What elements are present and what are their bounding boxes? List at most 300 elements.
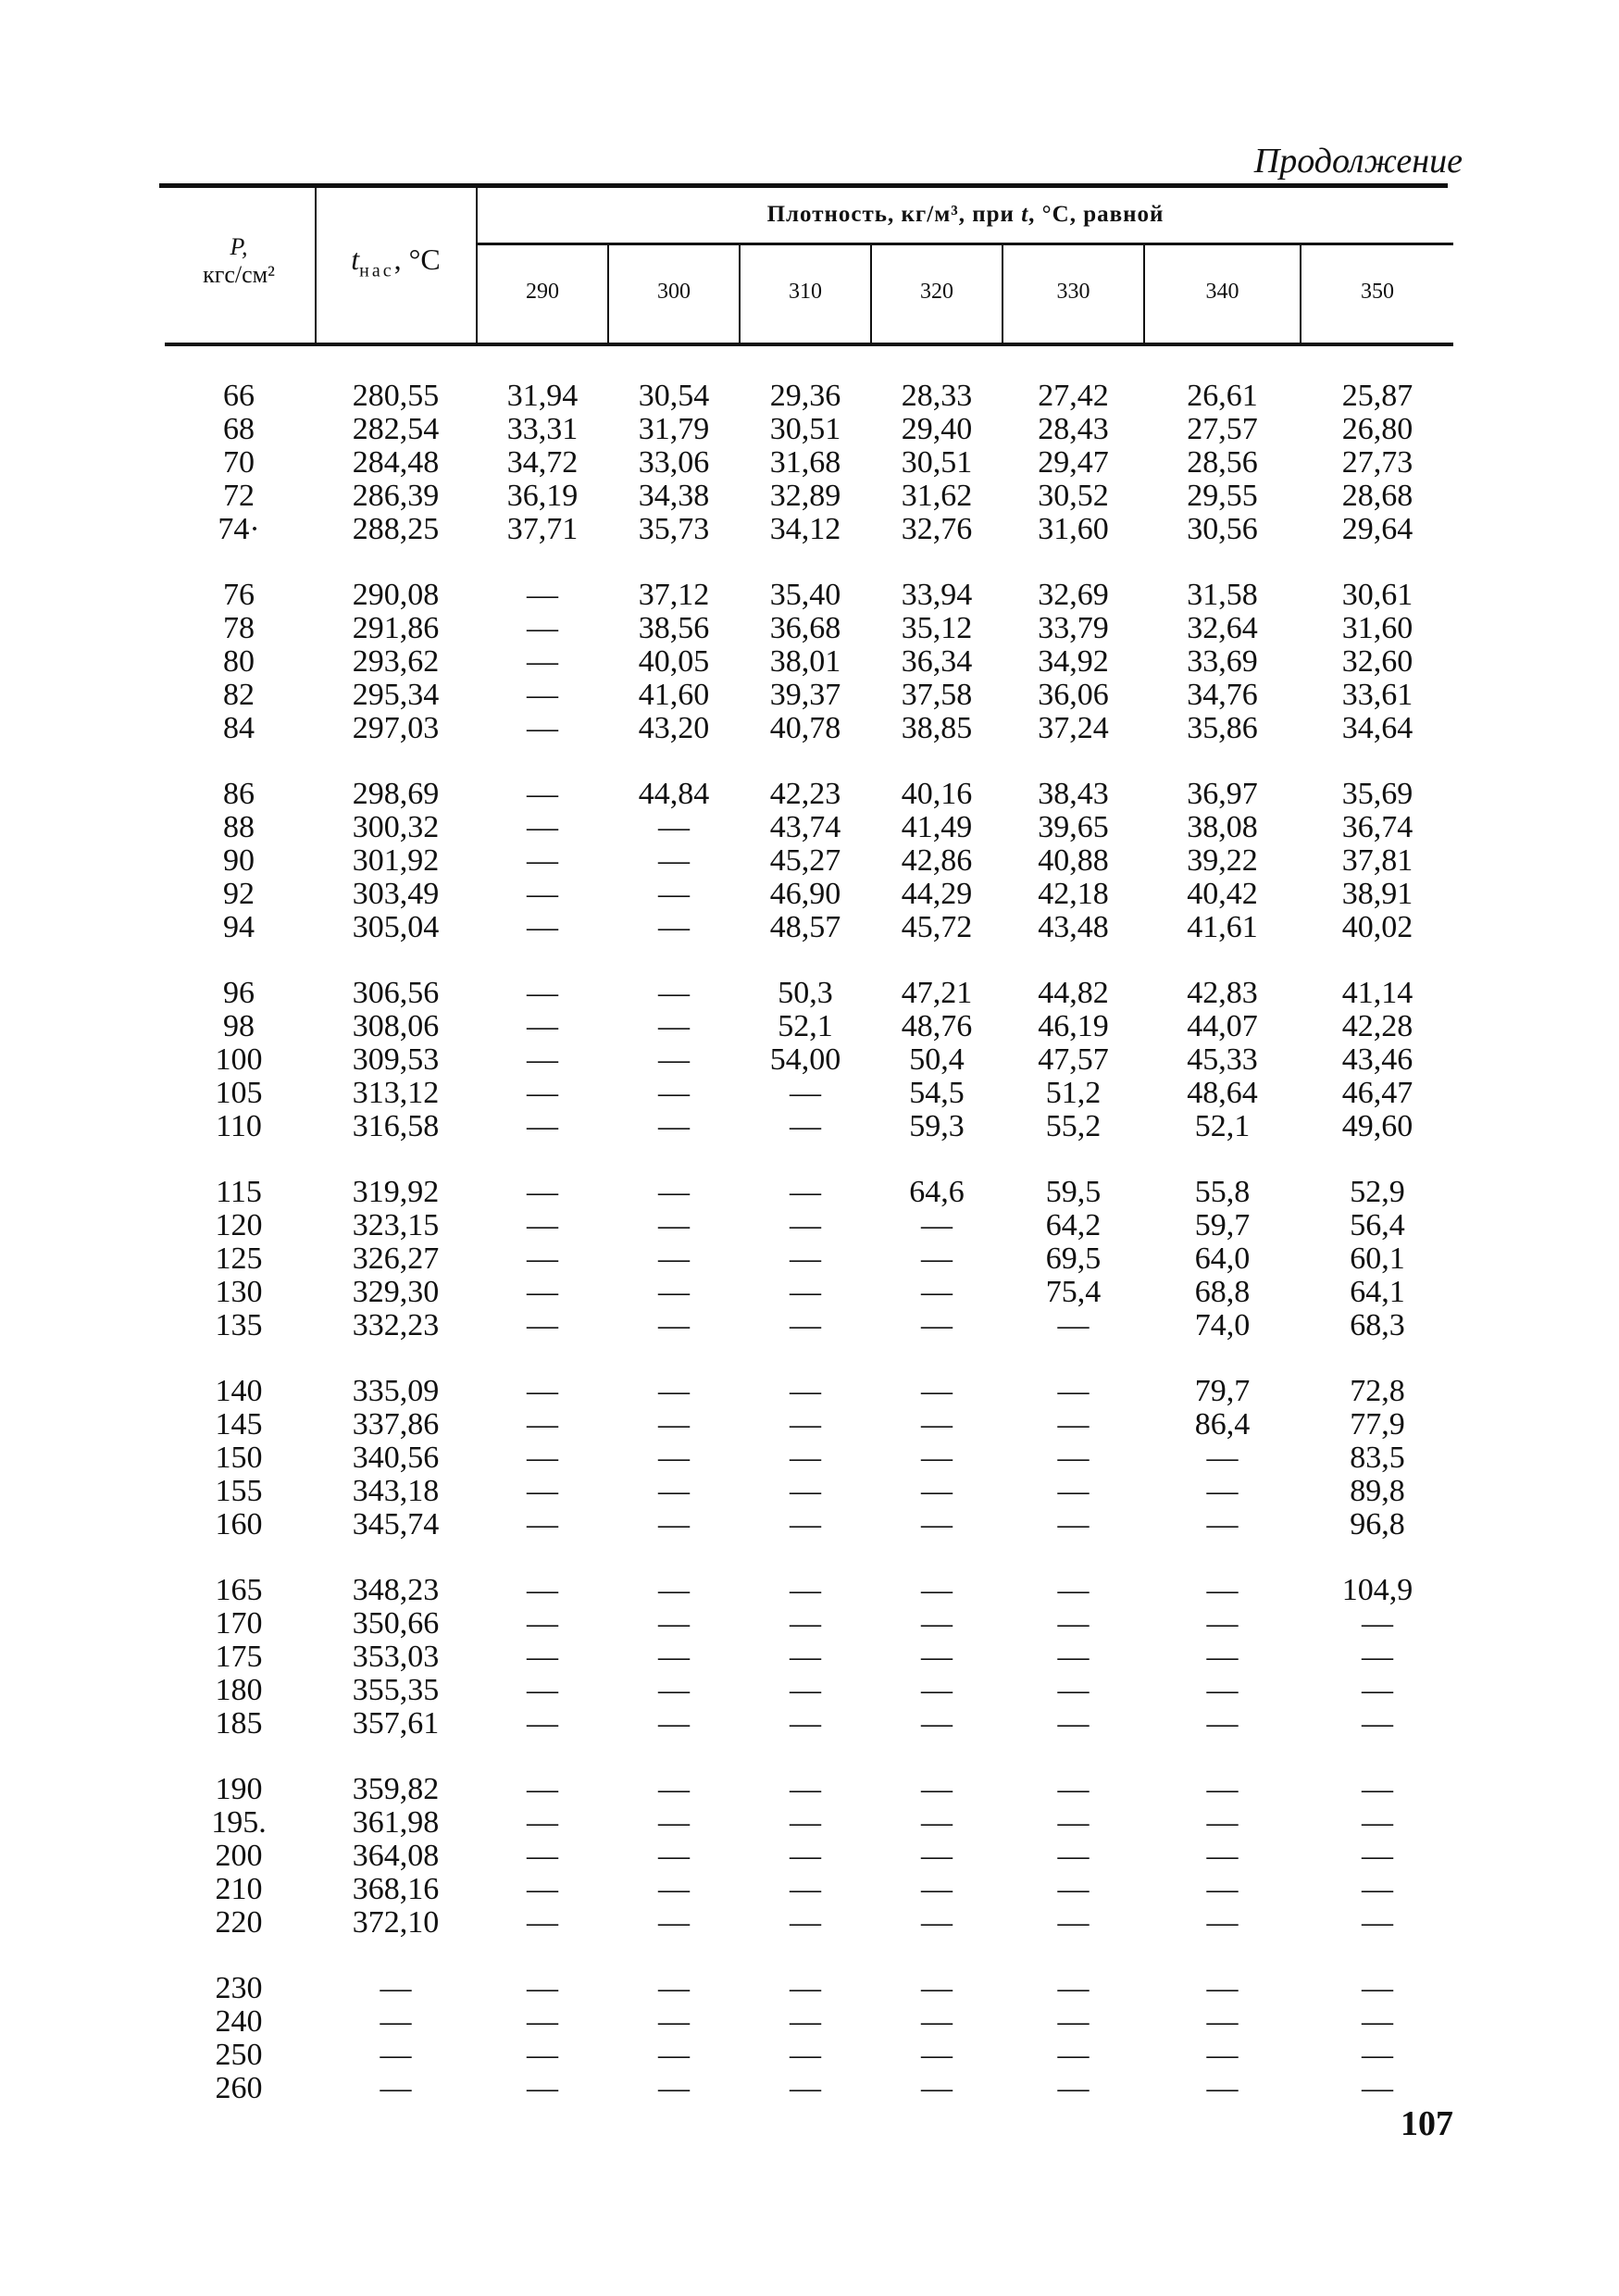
- cell-sat-temp: 308,06: [352, 1009, 440, 1043]
- cell-d320: —: [921, 1606, 953, 1641]
- cell-d340: 41,61: [1187, 910, 1258, 944]
- cell-d350: 29,64: [1341, 512, 1414, 546]
- cell-pressure: 110: [216, 1109, 262, 1143]
- cell-d290: —: [527, 1606, 558, 1641]
- cell-d290: —: [527, 1640, 558, 1674]
- table-row: [165, 1209, 1453, 1242]
- cell-d350: 46,47: [1341, 1076, 1414, 1110]
- cell-d320: —: [921, 1839, 953, 1873]
- cell-pressure: 195.: [211, 1805, 267, 1840]
- cell-d320: —: [921, 1242, 953, 1276]
- table-row: [165, 1043, 1453, 1077]
- cell-d340: —: [1206, 1474, 1239, 1508]
- cell-pressure: 220: [215, 1905, 263, 1940]
- table-row: [165, 844, 1453, 878]
- cell-d290: —: [527, 1374, 558, 1408]
- cell-pressure: 135: [215, 1308, 263, 1342]
- cell-d330: —: [1057, 1308, 1090, 1342]
- cell-d290: —: [527, 611, 558, 645]
- header-col-290: 290: [526, 280, 559, 304]
- cell-pressure: 90: [223, 843, 255, 878]
- cell-d330: 38,43: [1038, 777, 1109, 811]
- cell-d310: —: [790, 1407, 821, 1441]
- cell-d350: 68,3: [1350, 1308, 1405, 1342]
- cell-pressure: 250: [215, 2038, 263, 2072]
- cell-d310: 54,00: [769, 1042, 841, 1077]
- cell-d300: —: [658, 2004, 690, 2039]
- table-row: [165, 778, 1453, 811]
- cell-sat-temp: 313,12: [352, 1076, 440, 1110]
- cell-d290: —: [527, 1275, 558, 1309]
- cell-d340: 40,42: [1187, 877, 1258, 911]
- cell-d290: —: [527, 1507, 558, 1541]
- cell-d320: 44,29: [901, 877, 973, 911]
- cell-d320: 33,94: [901, 578, 973, 612]
- cell-d330: 44,82: [1038, 976, 1109, 1010]
- cell-d290: —: [527, 1573, 558, 1607]
- cell-d320: 37,58: [901, 678, 973, 712]
- cell-d330: 69,5: [1045, 1242, 1102, 1276]
- cell-sat-temp: 284,48: [352, 445, 440, 480]
- table-row: [165, 1242, 1453, 1276]
- cell-d330: 36,06: [1038, 678, 1109, 712]
- pressure-unit: кгс/см²: [203, 261, 275, 288]
- cell-d350: 43,46: [1341, 1042, 1414, 1077]
- cell-d320: 47,21: [901, 976, 973, 1010]
- cell-d310: —: [790, 1805, 821, 1840]
- cell-d290: —: [527, 777, 558, 811]
- cell-d350: 52,9: [1350, 1175, 1405, 1209]
- cell-sat-temp: 337,86: [352, 1407, 440, 1441]
- cell-d320: —: [921, 1507, 953, 1541]
- cell-d340: 36,97: [1187, 777, 1258, 811]
- cell-d320: 28,33: [901, 379, 973, 413]
- cell-d300: —: [658, 877, 690, 911]
- cell-d310: 50,3: [778, 976, 833, 1010]
- cell-pressure: 120: [215, 1208, 263, 1242]
- cell-d290: —: [527, 1109, 558, 1143]
- cell-d320: 45,72: [901, 910, 973, 944]
- cell-sat-temp: —: [380, 2071, 412, 2105]
- table-row: [165, 712, 1453, 745]
- cell-d310: 38,01: [769, 644, 841, 679]
- cell-d350: 35,69: [1341, 777, 1414, 811]
- cell-d340: 39,22: [1187, 843, 1258, 878]
- cell-d330: —: [1057, 1772, 1090, 1806]
- table-row: [165, 1475, 1453, 1508]
- cell-d330: 27,42: [1038, 379, 1109, 413]
- cell-d320: 42,86: [901, 843, 973, 878]
- cell-d300: —: [658, 1009, 690, 1043]
- cell-d320: —: [921, 1573, 953, 1607]
- cell-d350: 27,73: [1341, 445, 1414, 480]
- cell-pressure: 105: [215, 1076, 263, 1110]
- cell-d290: —: [527, 578, 558, 612]
- table-row: [165, 1077, 1453, 1110]
- cell-d350: 30,61: [1341, 578, 1414, 612]
- cell-d340: 38,08: [1187, 810, 1258, 844]
- cell-d340: —: [1206, 1706, 1239, 1741]
- table-row: [165, 480, 1453, 513]
- cell-d300: —: [658, 1673, 690, 1707]
- cell-d330: —: [1057, 1805, 1090, 1840]
- cell-sat-temp: 359,82: [352, 1772, 440, 1806]
- table-row: [165, 1674, 1453, 1707]
- cell-d350: —: [1362, 1805, 1393, 1840]
- cell-d330: 64,2: [1045, 1208, 1102, 1242]
- cell-sat-temp: 323,15: [352, 1208, 440, 1242]
- table-row: [165, 1375, 1453, 1408]
- cell-d350: 60,1: [1350, 1242, 1405, 1276]
- row-group: [165, 1375, 1453, 1541]
- cell-d290: —: [527, 1971, 558, 2005]
- cell-d330: —: [1057, 1407, 1090, 1441]
- cell-d310: 36,68: [769, 611, 841, 645]
- cell-d310: —: [790, 1175, 821, 1209]
- table-row: [165, 1840, 1453, 1873]
- cell-d300: —: [658, 1109, 690, 1143]
- cell-d300: 44,84: [638, 777, 710, 811]
- cell-pressure: 200: [215, 1839, 263, 1873]
- table-row: [165, 1806, 1453, 1840]
- cell-d310: —: [790, 1872, 821, 1906]
- cell-d320: —: [921, 2038, 953, 2072]
- cell-d320: —: [921, 1971, 953, 2005]
- cell-d310: —: [790, 1905, 821, 1940]
- cell-sat-temp: 300,32: [352, 810, 440, 844]
- cell-d350: 38,91: [1341, 877, 1414, 911]
- cell-d340: —: [1206, 2004, 1239, 2039]
- table-row: [165, 645, 1453, 679]
- table-row: [165, 1441, 1453, 1475]
- cell-d330: 47,57: [1038, 1042, 1109, 1077]
- table-row: [165, 1707, 1453, 1741]
- cell-d340: 74,0: [1194, 1308, 1251, 1342]
- cell-sat-temp: 306,56: [352, 976, 440, 1010]
- cell-d300: —: [658, 1042, 690, 1077]
- table-row: [165, 2072, 1453, 2105]
- cell-d350: 64,1: [1350, 1275, 1405, 1309]
- cell-d290: —: [527, 976, 558, 1010]
- cell-d350: —: [1362, 1839, 1393, 1873]
- cell-pressure: 190: [215, 1772, 263, 1806]
- cell-d290: —: [527, 1441, 558, 1475]
- cell-d330: 55,2: [1045, 1109, 1102, 1143]
- row-group: [165, 1574, 1453, 1741]
- cell-d340: 32,64: [1187, 611, 1258, 645]
- table-row: [165, 878, 1453, 911]
- cell-d320: —: [921, 2004, 953, 2039]
- cell-pressure: 86: [223, 777, 255, 811]
- cell-d340: 86,4: [1194, 1407, 1251, 1441]
- row-group: [165, 1176, 1453, 1342]
- cell-d290: —: [527, 1076, 558, 1110]
- cell-d350: 34,64: [1341, 711, 1414, 745]
- cell-pressure: 82: [223, 678, 255, 712]
- cell-d300: —: [658, 1507, 690, 1541]
- cell-d320: 48,76: [901, 1009, 973, 1043]
- table-row: [165, 1408, 1453, 1441]
- cell-d340: —: [1206, 1640, 1239, 1674]
- cell-d300: —: [658, 1805, 690, 1840]
- continuation-label: Продолжение: [1253, 142, 1463, 181]
- cell-d330: 30,52: [1038, 479, 1109, 513]
- cell-d350: 40,02: [1341, 910, 1414, 944]
- table-row: [165, 1607, 1453, 1641]
- cell-d350: 89,8: [1350, 1474, 1405, 1508]
- cell-d330: 28,43: [1038, 412, 1109, 446]
- cell-d340: 45,33: [1187, 1042, 1258, 1077]
- table-row: [165, 1972, 1453, 2005]
- cell-d350: —: [1362, 2004, 1393, 2039]
- cell-sat-temp: 297,03: [352, 711, 440, 745]
- cell-d300: —: [658, 1242, 690, 1276]
- cell-d290: —: [527, 1175, 558, 1209]
- cell-d340: —: [1206, 1872, 1239, 1906]
- cell-d330: —: [1057, 2004, 1090, 2039]
- cell-d350: —: [1362, 1971, 1393, 2005]
- cell-d350: 104,9: [1341, 1573, 1414, 1607]
- header-pressure: [165, 233, 313, 289]
- cell-d300: —: [658, 1175, 690, 1209]
- cell-d300: 41,60: [638, 678, 710, 712]
- cell-d310: —: [790, 1706, 821, 1741]
- cell-d350: —: [1362, 1606, 1393, 1641]
- cell-d310: 40,78: [769, 711, 841, 745]
- cell-d330: —: [1057, 1640, 1090, 1674]
- cell-d340: 35,86: [1187, 711, 1258, 745]
- cell-sat-temp: 319,92: [352, 1175, 440, 1209]
- cell-sat-temp: 361,98: [352, 1805, 440, 1840]
- cell-d350: 25,87: [1341, 379, 1414, 413]
- cell-d290: —: [527, 843, 558, 878]
- cell-d320: —: [921, 1208, 953, 1242]
- table-row: [165, 1773, 1453, 1806]
- cell-d300: 43,20: [638, 711, 710, 745]
- cell-d290: —: [527, 1839, 558, 1873]
- cell-d320: 59,3: [909, 1109, 965, 1143]
- cell-d300: —: [658, 1872, 690, 1906]
- cell-d340: 30,56: [1187, 512, 1258, 546]
- cell-d290: —: [527, 1772, 558, 1806]
- row-group: [165, 1972, 1453, 2105]
- table-header-bottom-rule: [165, 343, 1453, 346]
- cell-d290: —: [527, 1208, 558, 1242]
- cell-d340: 64,0: [1194, 1242, 1251, 1276]
- cell-pressure: 94: [223, 910, 255, 944]
- cell-d300: —: [658, 1606, 690, 1641]
- cell-pressure: 155: [215, 1474, 263, 1508]
- cell-d340: —: [1206, 1839, 1239, 1873]
- cell-d350: —: [1362, 1640, 1393, 1674]
- cell-d300: —: [658, 1640, 690, 1674]
- cell-sat-temp: 326,27: [352, 1242, 440, 1276]
- cell-d300: —: [658, 1971, 690, 2005]
- cell-d310: 30,51: [769, 412, 841, 446]
- cell-d320: —: [921, 1374, 953, 1408]
- cell-sat-temp: 282,54: [352, 412, 440, 446]
- cell-d330: 42,18: [1038, 877, 1109, 911]
- cell-d350: 41,14: [1341, 976, 1414, 1010]
- cell-d290: 34,72: [506, 445, 579, 480]
- cell-pressure: 96: [223, 976, 255, 1010]
- header-density-group: [478, 202, 1453, 228]
- cell-d340: —: [1206, 1507, 1239, 1541]
- cell-d340: —: [1206, 1971, 1239, 2005]
- table-row: [165, 977, 1453, 1010]
- cell-d350: 77,9: [1350, 1407, 1405, 1441]
- cell-d300: 31,79: [638, 412, 710, 446]
- t-subscript: нас: [359, 260, 394, 281]
- cell-d330: —: [1057, 1839, 1090, 1873]
- cell-d290: —: [527, 877, 558, 911]
- cell-pressure: 140: [215, 1374, 263, 1408]
- table-row: [165, 413, 1453, 446]
- cell-d330: 32,69: [1038, 578, 1109, 612]
- table-row: [165, 911, 1453, 944]
- cell-d300: —: [658, 810, 690, 844]
- cell-d300: —: [658, 1839, 690, 1873]
- cell-d310: 32,89: [769, 479, 841, 513]
- cell-pressure: 72: [223, 479, 255, 513]
- cell-d290: —: [527, 644, 558, 679]
- cell-sat-temp: 332,23: [352, 1308, 440, 1342]
- cell-d350: 33,61: [1341, 678, 1414, 712]
- cell-d310: —: [790, 1772, 821, 1806]
- cell-d340: 34,76: [1187, 678, 1258, 712]
- cell-sat-temp: 355,35: [352, 1673, 440, 1707]
- t-unit: , °C: [393, 243, 441, 276]
- cell-d300: —: [658, 1474, 690, 1508]
- cell-d330: —: [1057, 2038, 1090, 2072]
- table-header-sub-rule: [478, 243, 1453, 245]
- cell-d340: —: [1206, 1673, 1239, 1707]
- cell-d310: 39,37: [769, 678, 841, 712]
- cell-pressure: 165: [215, 1573, 263, 1607]
- cell-d300: —: [658, 1407, 690, 1441]
- cell-d350: 31,60: [1341, 611, 1414, 645]
- cell-d350: 72,8: [1350, 1374, 1405, 1408]
- cell-d340: 29,55: [1187, 479, 1258, 513]
- row-group: [165, 1773, 1453, 1940]
- cell-d330: 75,4: [1045, 1275, 1102, 1309]
- cell-pressure: 175: [215, 1640, 263, 1674]
- cell-d340: 55,8: [1194, 1175, 1251, 1209]
- cell-sat-temp: 280,55: [352, 379, 440, 413]
- cell-sat-temp: —: [380, 2004, 412, 2039]
- table-row: [165, 612, 1453, 645]
- cell-d290: —: [527, 2071, 558, 2105]
- table-row: [165, 679, 1453, 712]
- cell-d320: —: [921, 1772, 953, 1806]
- cell-pressure: 76: [223, 578, 255, 612]
- cell-sat-temp: 290,08: [352, 578, 440, 612]
- table-row: [165, 1176, 1453, 1209]
- cell-d330: 51,2: [1045, 1076, 1102, 1110]
- group-post: , °C, равной: [1028, 202, 1164, 227]
- table-row: [165, 446, 1453, 480]
- cell-d320: 32,76: [901, 512, 973, 546]
- cell-d310: 31,68: [769, 445, 841, 480]
- cell-sat-temp: 357,61: [352, 1706, 440, 1741]
- cell-d330: —: [1057, 1374, 1090, 1408]
- cell-sat-temp: 316,58: [352, 1109, 440, 1143]
- cell-d350: 26,80: [1341, 412, 1414, 446]
- cell-sat-temp: 303,49: [352, 877, 440, 911]
- cell-d340: —: [1206, 2038, 1239, 2072]
- cell-sat-temp: 343,18: [352, 1474, 440, 1508]
- cell-d310: —: [790, 2071, 821, 2105]
- cell-d310: —: [790, 1606, 821, 1641]
- cell-sat-temp: 368,16: [352, 1872, 440, 1906]
- cell-d330: —: [1057, 1673, 1090, 1707]
- cell-d330: —: [1057, 1971, 1090, 2005]
- cell-d340: 52,1: [1194, 1109, 1251, 1143]
- cell-d300: —: [658, 1076, 690, 1110]
- cell-pressure: 145: [215, 1407, 263, 1441]
- cell-d350: —: [1362, 1673, 1393, 1707]
- cell-pressure: 84: [223, 711, 255, 745]
- group-var: t: [1021, 202, 1029, 227]
- cell-d290: —: [527, 1308, 558, 1342]
- cell-d310: —: [790, 1242, 821, 1276]
- cell-d290: —: [527, 1805, 558, 1840]
- header-col-300: 300: [657, 280, 691, 304]
- header-col-330: 330: [1056, 280, 1090, 304]
- row-group: [165, 380, 1453, 546]
- cell-d290: —: [527, 1872, 558, 1906]
- table-row: [165, 1641, 1453, 1674]
- table-body: [165, 380, 1453, 2138]
- cell-d290: —: [527, 2004, 558, 2039]
- cell-d290: —: [527, 2038, 558, 2072]
- cell-d300: —: [658, 1374, 690, 1408]
- cell-d340: —: [1206, 1606, 1239, 1641]
- table-row: [165, 1110, 1453, 1143]
- table-row: [165, 380, 1453, 413]
- cell-d320: —: [921, 1640, 953, 1674]
- cell-d310: —: [790, 2004, 821, 2039]
- cell-d310: 42,23: [769, 777, 841, 811]
- cell-pressure: 180: [215, 1673, 263, 1707]
- cell-d310: —: [790, 1208, 821, 1242]
- cell-d340: 59,7: [1194, 1208, 1251, 1242]
- cell-d350: 32,60: [1341, 644, 1414, 679]
- cell-d310: —: [790, 1076, 821, 1110]
- cell-sat-temp: 295,34: [352, 678, 440, 712]
- cell-d310: —: [790, 1640, 821, 1674]
- table-row: [165, 1906, 1453, 1940]
- cell-pressure: 100: [215, 1042, 263, 1077]
- cell-d320: 29,40: [901, 412, 973, 446]
- cell-d320: —: [921, 1407, 953, 1441]
- cell-pressure: 210: [215, 1872, 263, 1906]
- cell-d340: —: [1206, 1772, 1239, 1806]
- cell-d320: 36,34: [901, 644, 973, 679]
- cell-d330: 31,60: [1038, 512, 1109, 546]
- cell-sat-temp: 301,92: [352, 843, 440, 878]
- cell-d300: 40,05: [638, 644, 710, 679]
- cell-d350: 83,5: [1350, 1441, 1405, 1475]
- cell-d320: —: [921, 1872, 953, 1906]
- cell-d300: 33,06: [638, 445, 710, 480]
- page-number: 107: [1401, 2104, 1453, 2143]
- cell-pressure: 150: [215, 1441, 263, 1475]
- cell-sat-temp: 340,56: [352, 1441, 440, 1475]
- cell-d290: 36,19: [506, 479, 579, 513]
- cell-d290: —: [527, 1474, 558, 1508]
- cell-d290: —: [527, 810, 558, 844]
